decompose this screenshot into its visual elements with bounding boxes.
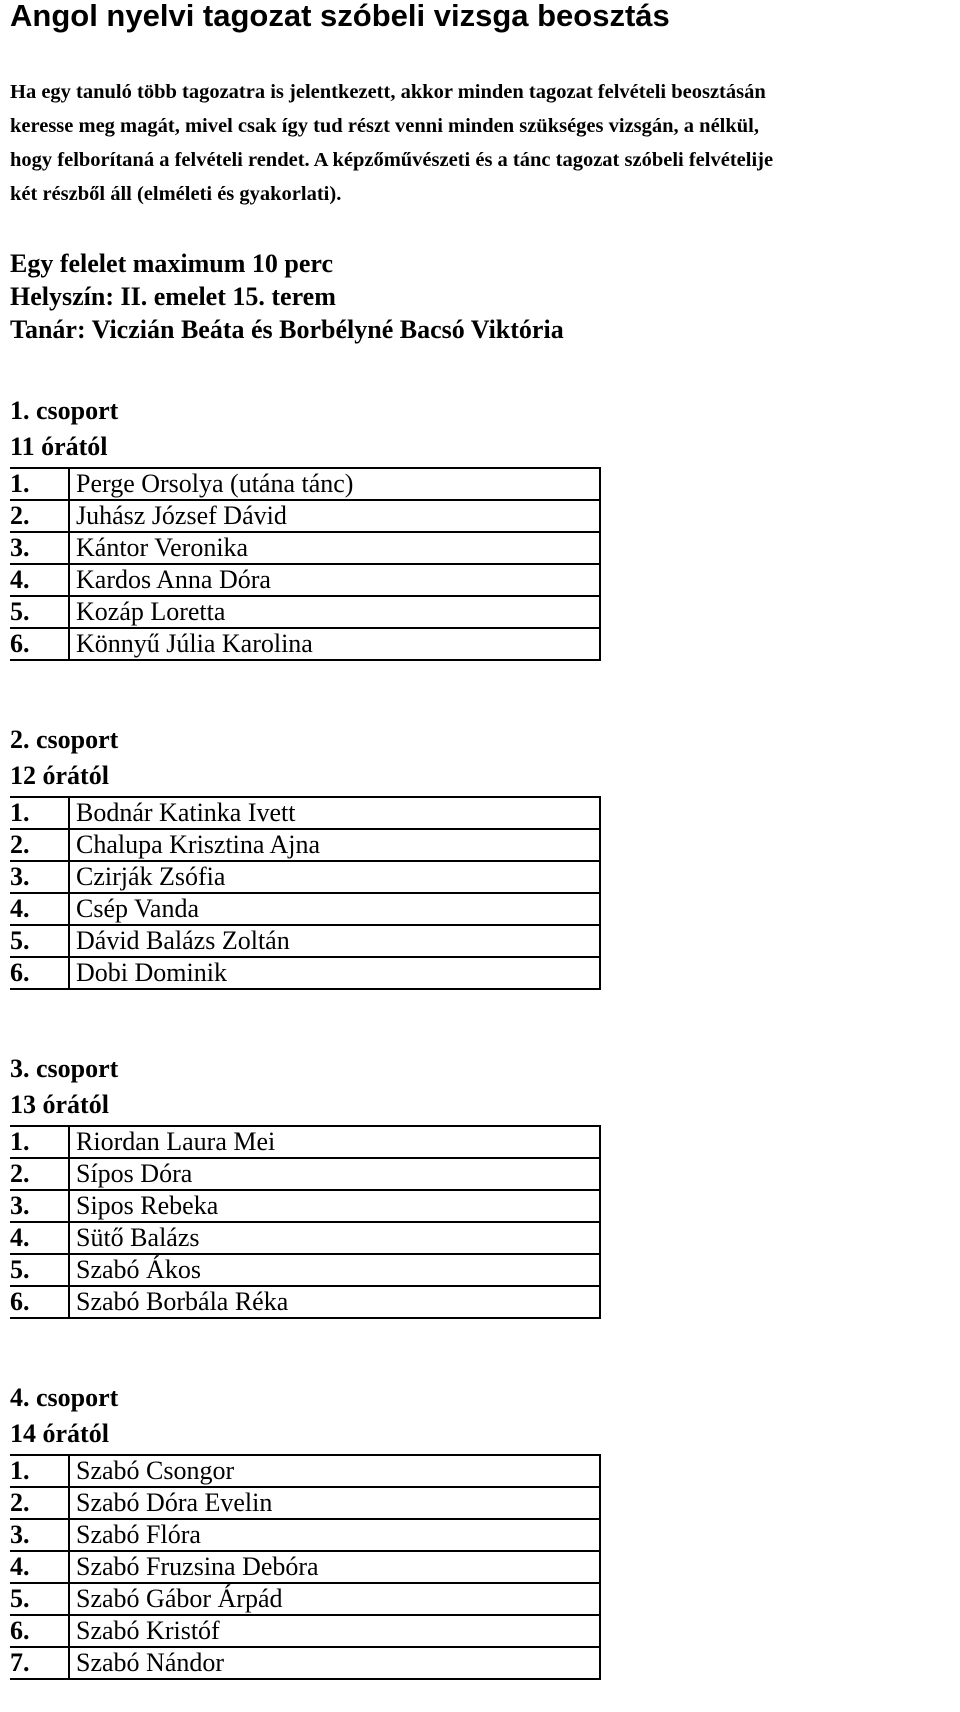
student-number: 2. (10, 1487, 69, 1519)
table-row (10, 1286, 600, 1318)
student-name: Szabó Fruzsina Debóra (69, 1551, 600, 1583)
student-name: Chalupa Krisztina Ajna (69, 829, 600, 861)
table-row (10, 1190, 600, 1222)
student-name: Szabó Csongor (69, 1455, 600, 1487)
exam-info (10, 247, 564, 346)
student-number: 2. (10, 500, 69, 532)
table-row (10, 1583, 600, 1615)
table-row (10, 957, 600, 989)
student-number: 1. (10, 1126, 69, 1158)
student-name: Szabó Borbála Réka (69, 1286, 600, 1318)
student-number: 1. (10, 797, 69, 829)
group-name: 4. csoport (10, 1383, 119, 1412)
student-name: Szabó Nándor (69, 1647, 600, 1679)
student-table (10, 1125, 601, 1319)
student-number: 4. (10, 1222, 69, 1254)
student-name: Juhász József Dávid (69, 500, 600, 532)
group-name: 1. csoport (10, 396, 119, 425)
student-name: Kozáp Loretta (69, 596, 600, 628)
student-name: Kardos Anna Dóra (69, 564, 600, 596)
student-name: Könnyű Júlia Karolina (69, 628, 600, 660)
student-name: Kántor Veronika (69, 532, 600, 564)
teacher-text: Tanár: Viczián Beáta és Borbélyné Bacsó Viktória (10, 315, 564, 344)
intro-line: hogy felborítaná a felvételi rendet. A képzőművészeti és a tánc tagozat szóbeli felvételije (10, 149, 774, 171)
student-name: Bodnár Katinka Ivett (69, 797, 600, 829)
student-number: 1. (10, 1455, 69, 1487)
table-row (10, 893, 600, 925)
table-row (10, 1126, 600, 1158)
table-row (10, 797, 600, 829)
student-number: 3. (10, 861, 69, 893)
student-number: 7. (10, 1647, 69, 1679)
student-name: Szabó Kristóf (69, 1615, 600, 1647)
table-row (10, 564, 600, 596)
student-name: Dávid Balázs Zoltán (69, 925, 600, 957)
student-table (10, 1454, 601, 1680)
student-number: 4. (10, 564, 69, 596)
table-row (10, 1158, 600, 1190)
table-row (10, 1222, 600, 1254)
student-name: Riordan Laura Mei (69, 1126, 600, 1158)
table-row (10, 1519, 600, 1551)
table-row (10, 829, 600, 861)
student-table (10, 796, 601, 990)
student-number: 3. (10, 1519, 69, 1551)
group-name: 3. csoport (10, 1054, 119, 1083)
group-section (10, 1380, 601, 1680)
student-name: Szabó Dóra Evelin (69, 1487, 600, 1519)
table-row (10, 596, 600, 628)
location-text: Helyszín: II. emelet 15. terem (10, 282, 336, 311)
duration-text: Egy felelet maximum 10 perc (10, 249, 333, 278)
student-number: 6. (10, 957, 69, 989)
student-number: 6. (10, 628, 69, 660)
student-number: 2. (10, 1158, 69, 1190)
student-name: Szabó Gábor Árpád (69, 1583, 600, 1615)
student-name: Sípos Dóra (69, 1158, 600, 1190)
group-section (10, 393, 601, 661)
intro-line: Ha egy tanuló több tagozatra is jelentkezett, akkor minden tagozat felvételi beosztásán (10, 81, 766, 103)
student-name: Csép Vanda (69, 893, 600, 925)
student-name: Czirják Zsófia (69, 861, 600, 893)
student-number: 5. (10, 1254, 69, 1286)
student-number: 6. (10, 1615, 69, 1647)
student-name: Sütő Balázs (69, 1222, 600, 1254)
student-number: 6. (10, 1286, 69, 1318)
table-row (10, 1647, 600, 1679)
group-time: 12 órától (10, 761, 109, 790)
student-number: 5. (10, 1583, 69, 1615)
student-number: 3. (10, 532, 69, 564)
group-time: 14 órától (10, 1419, 109, 1448)
student-number: 4. (10, 1551, 69, 1583)
student-name: Dobi Dominik (69, 957, 600, 989)
student-name: Szabó Ákos (69, 1254, 600, 1286)
group-name: 2. csoport (10, 725, 119, 754)
table-row (10, 1254, 600, 1286)
group-time: 13 órától (10, 1090, 109, 1119)
table-row (10, 1551, 600, 1583)
student-number: 4. (10, 893, 69, 925)
table-row (10, 468, 600, 500)
student-name: Szabó Flóra (69, 1519, 600, 1551)
student-table (10, 467, 601, 661)
student-number: 5. (10, 925, 69, 957)
page-title: Angol nyelvi tagozat szóbeli vizsga beosztás (10, 0, 670, 33)
student-number: 5. (10, 596, 69, 628)
student-number: 2. (10, 829, 69, 861)
table-row (10, 1487, 600, 1519)
student-name: Sipos Rebeka (69, 1190, 600, 1222)
table-row (10, 628, 600, 660)
group-section (10, 1051, 601, 1319)
group-time: 11 órától (10, 432, 108, 461)
intro-paragraph (10, 75, 955, 211)
table-row (10, 532, 600, 564)
intro-line: két részből áll (elméleti és gyakorlati). (10, 183, 342, 205)
intro-line: keresse meg magát, mivel csak így tud részt venni minden szükséges vizsgán, a nélkül, (10, 115, 760, 137)
table-row (10, 925, 600, 957)
table-row (10, 1615, 600, 1647)
table-row (10, 861, 600, 893)
table-row (10, 500, 600, 532)
group-section (10, 722, 601, 990)
table-row (10, 1455, 600, 1487)
student-name: Perge Orsolya (utána tánc) (69, 468, 600, 500)
student-number: 3. (10, 1190, 69, 1222)
student-number: 1. (10, 468, 69, 500)
